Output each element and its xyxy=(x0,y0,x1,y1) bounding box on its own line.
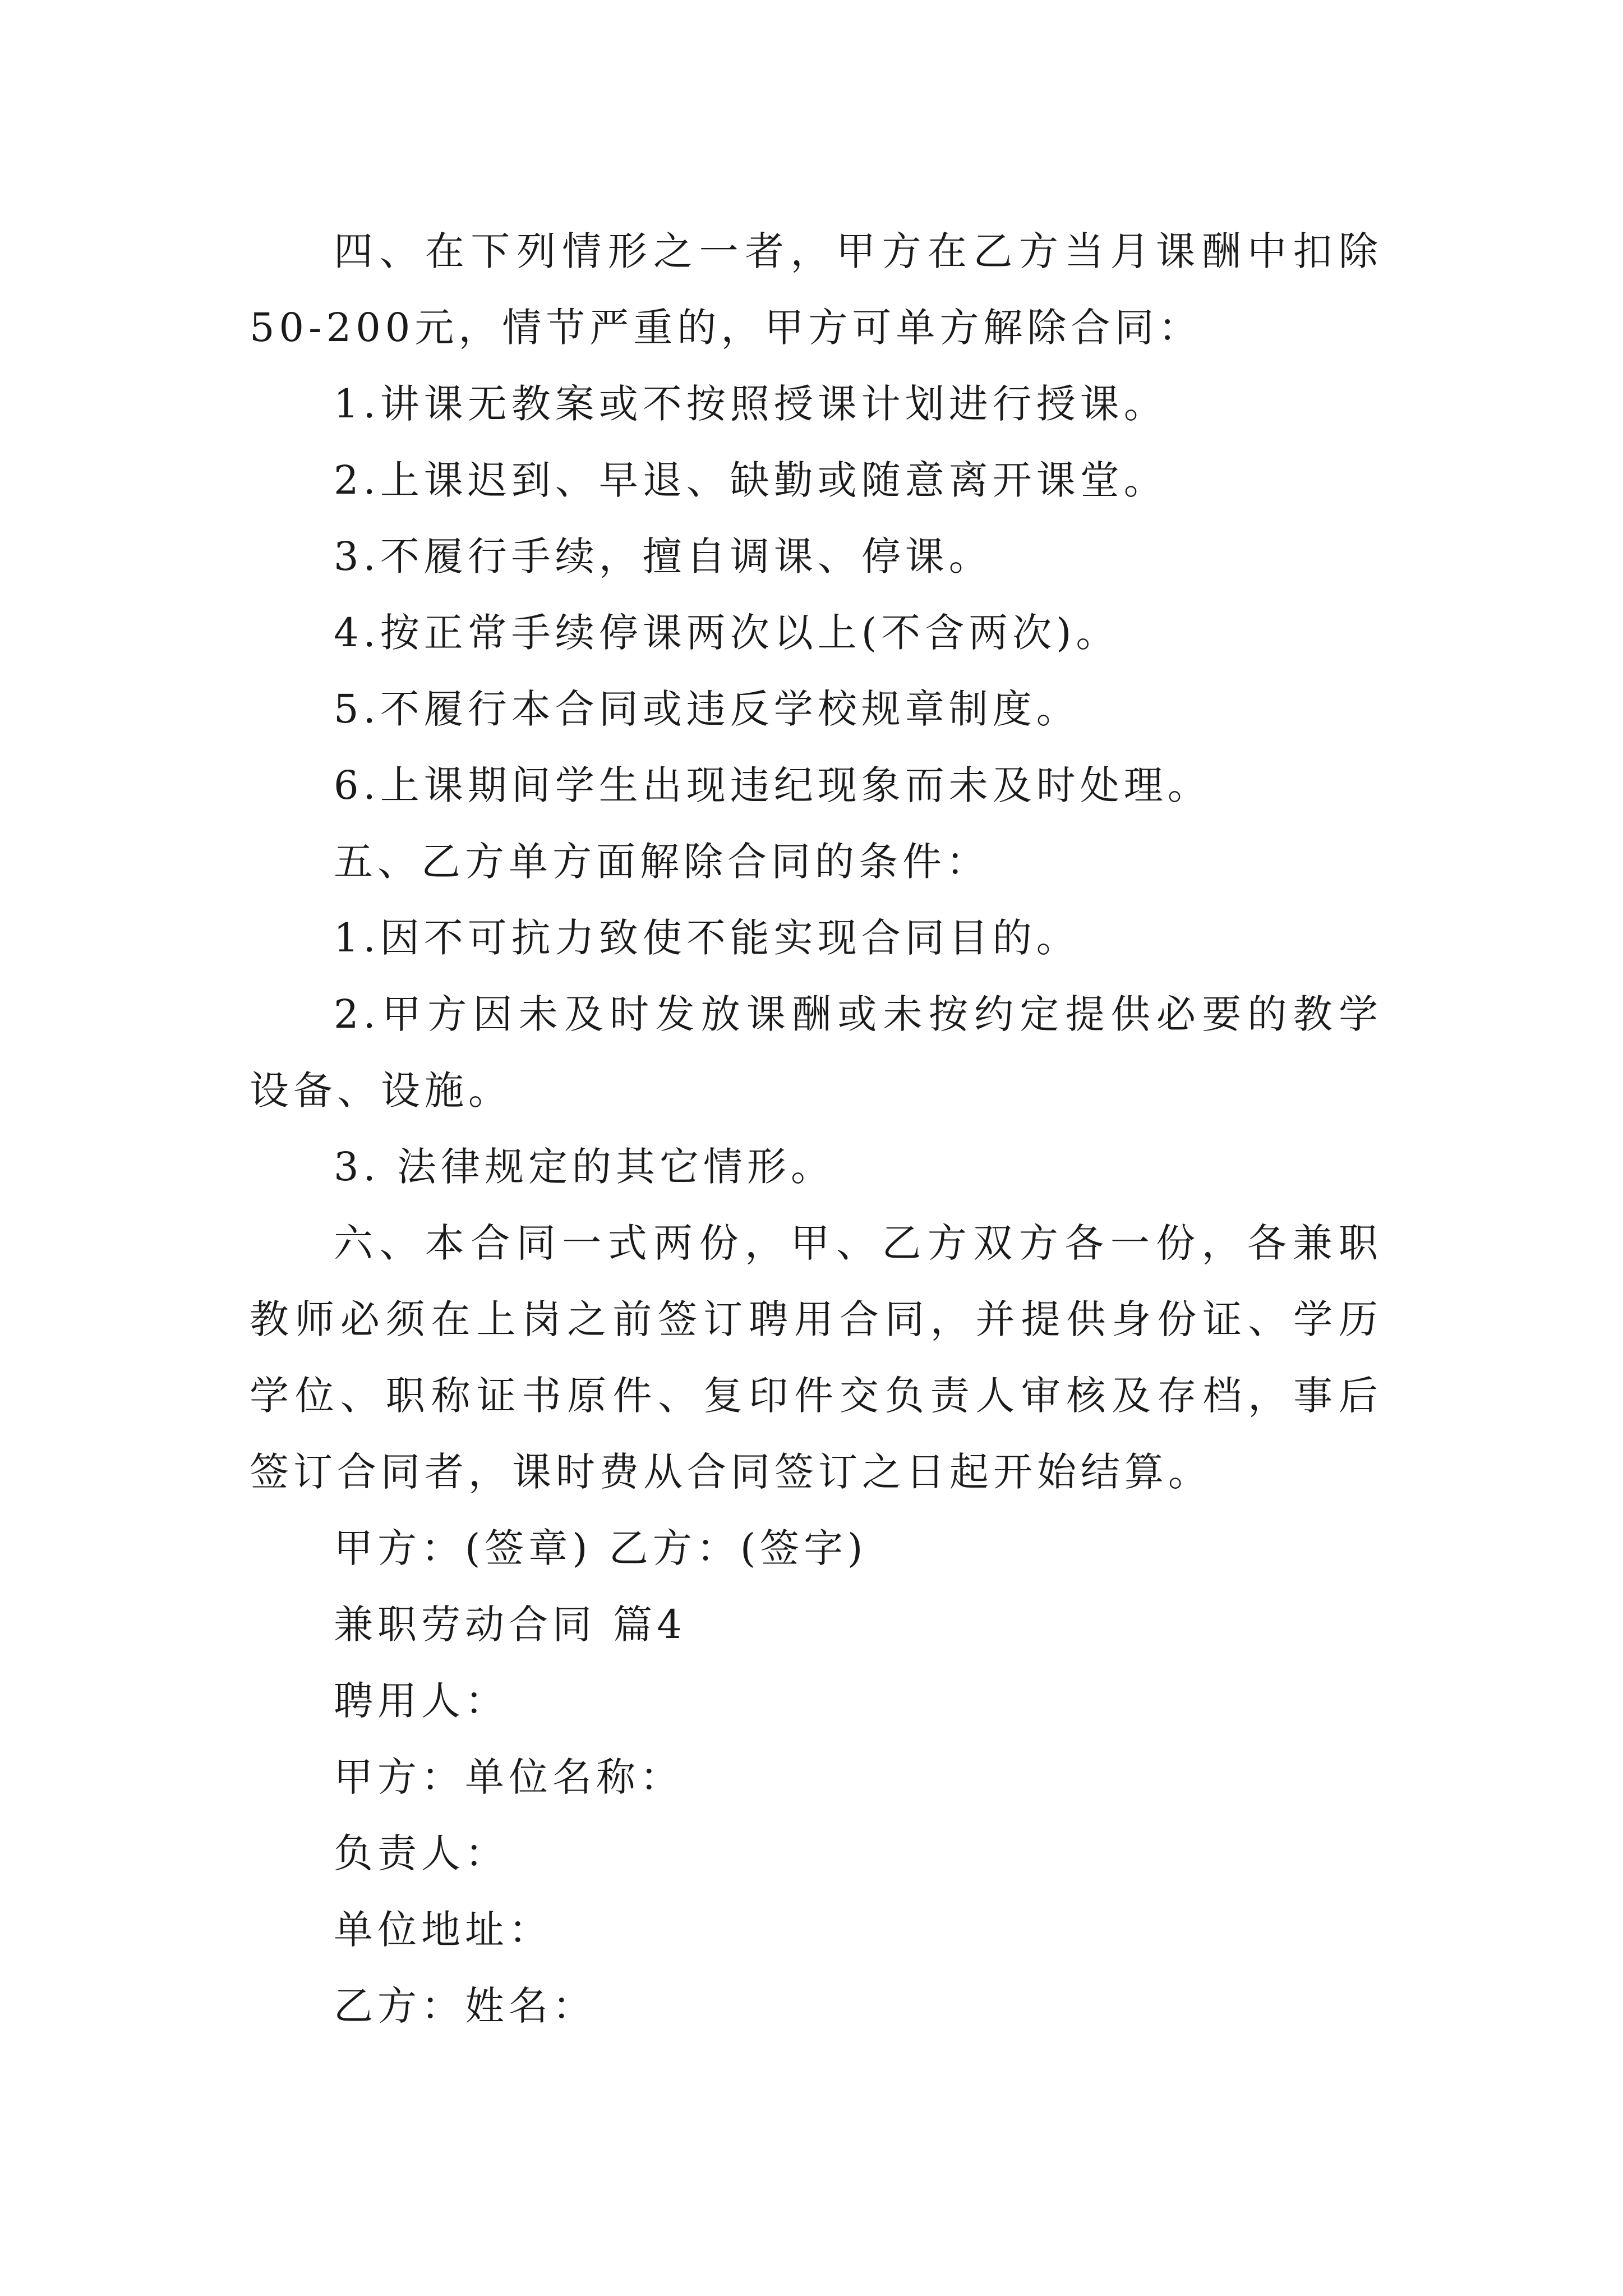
responsible-person: 负责人： xyxy=(334,1830,509,1876)
clause-six: 六、本合同一式两份，甲、乙方双方各一份，各兼职教师必须在上岗之前签订聘用合同，并提供身份证、学历学位、职称证书原件、复印件交负责人审核及存档，事后签订合同者，课时费从合同签订之日起开始结算。 xyxy=(250,1220,1382,1495)
party-a-unit-name: 甲方：单位名称： xyxy=(334,1754,684,1800)
clause-five-item-3: 3. 法律规定的其它情形。 xyxy=(334,1144,835,1190)
clause-five-item-1: 1.因不可抗力致使不能实现合同目的。 xyxy=(334,915,1080,961)
document-body xyxy=(250,213,1382,2044)
clause-four-item-5: 5.不履行本合同或违反学校规章制度。 xyxy=(334,686,1080,732)
signature-line: 甲方：(签章) 乙方：(签字) xyxy=(334,1525,868,1571)
clause-five-item-2: 2.甲方因未及时发放课酬或未按约定提供必要的教学设备、设施。 xyxy=(250,991,1382,1114)
clause-four-item-1: 1.讲课无教案或不按照授课计划进行授课。 xyxy=(334,381,1168,427)
clause-four-item-6: 6.上课期间学生出现违纪现象而未及时处理。 xyxy=(334,762,1211,808)
clause-five-intro: 五、乙方单方面解除合同的条件： xyxy=(334,839,990,885)
clause-four-item-2: 2.上课迟到、早退、缺勤或随意离开课堂。 xyxy=(334,457,1168,503)
clause-four-item-4: 4.按正常手续停课两次以上(不含两次)。 xyxy=(334,610,1120,656)
contract-heading: 兼职劳动合同 篇4 xyxy=(334,1602,686,1648)
employer-label: 聘用人： xyxy=(334,1678,509,1724)
party-b-name: 乙方：姓名： xyxy=(334,1983,596,2029)
clause-four-intro: 四、在下列情形之一者，甲方在乙方当月课酬中扣除50-200元，情节严重的，甲方可单方解除合同： xyxy=(250,228,1382,351)
clause-four-item-3: 3.不履行手续，擅自调课、停课。 xyxy=(334,533,993,579)
unit-address: 单位地址： xyxy=(334,1907,552,1953)
